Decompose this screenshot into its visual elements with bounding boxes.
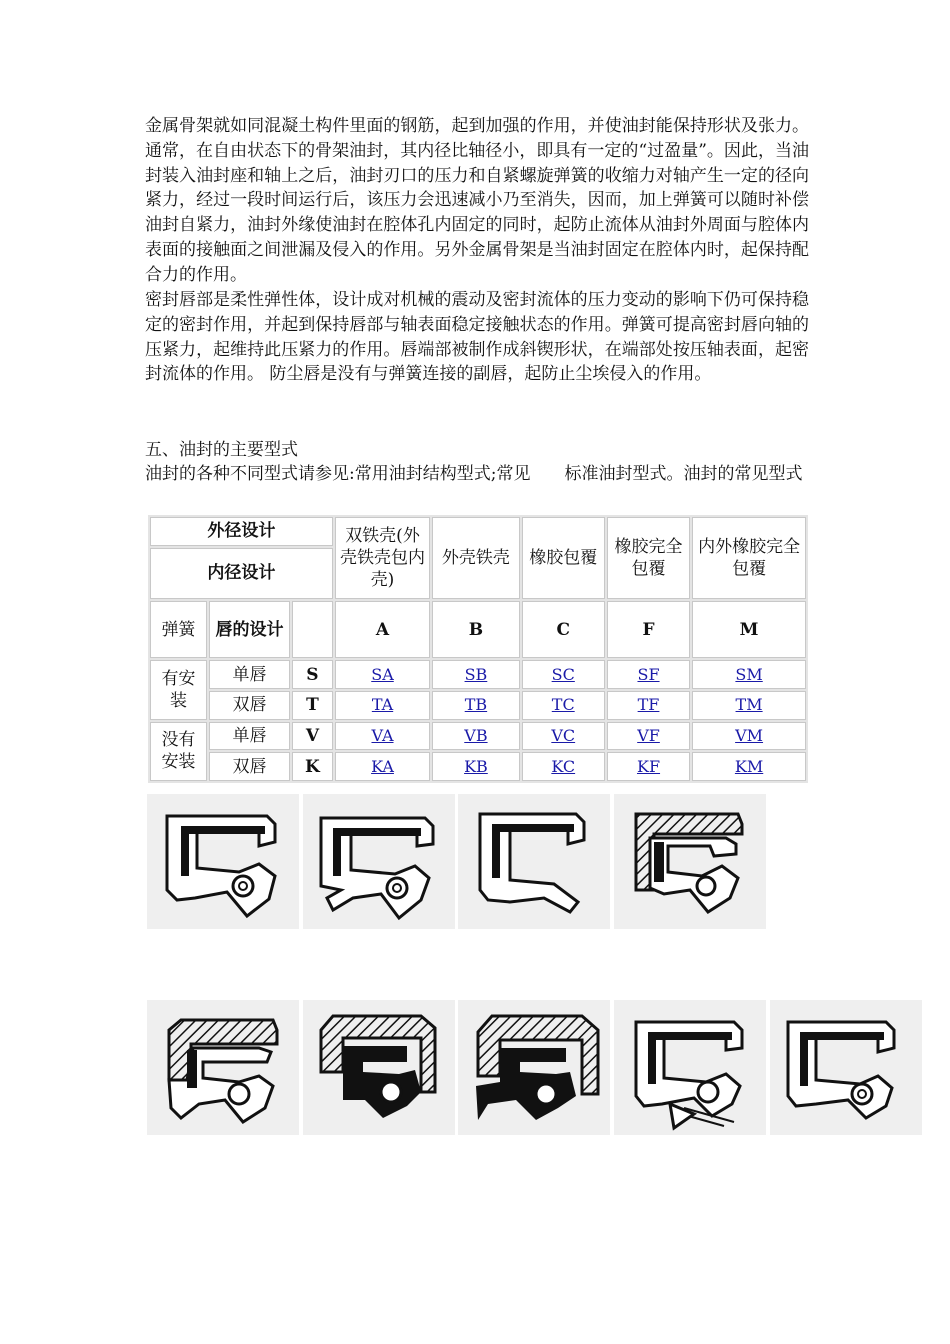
seal-code-link[interactable]: VA <box>371 725 394 745</box>
figure-6 <box>303 1000 455 1135</box>
seal-code-link[interactable]: TM <box>735 695 763 715</box>
seal-code-link[interactable]: SA <box>371 664 394 684</box>
paragraph-lip: 密封唇部是柔性弹性体，设计成对机械的震动及密封流体的压力变动的影响下仍可保持稳定的密封作用，并起到保持唇部与轴表面稳定接触状态的作用。弹簧可提高密封唇向轴的压紧力，起维持此压紧力的作用。唇端部被制作成斜锲形状，在端部处按压轴表面，起密封流体的作用。 防尘唇是没有与弹簧连接的副唇，起防止尘埃侵入的作用。 <box>145 290 809 385</box>
lip-design-header: 唇的设计 <box>209 601 290 658</box>
figure-5 <box>147 1000 299 1135</box>
figure-2 <box>303 794 455 929</box>
col-letter-c: C <box>522 601 605 658</box>
oil-seal-single-lip-spring-icon <box>147 794 299 929</box>
blank-header <box>292 601 333 658</box>
spring-header: 弹簧 <box>150 601 207 658</box>
seal-code-link[interactable]: KB <box>464 756 488 776</box>
figure-9 <box>770 1000 922 1135</box>
row-letter: T <box>292 691 333 720</box>
oil-seal-plain-icon <box>770 1000 922 1135</box>
oil-seal-dust-lip-icon <box>614 1000 766 1135</box>
seal-code-link[interactable]: SC <box>551 664 575 684</box>
row-letter: S <box>292 660 333 689</box>
lip-label: 双唇 <box>209 752 290 781</box>
lip-label: 单唇 <box>209 722 290 751</box>
seal-code-link[interactable]: TA <box>371 695 394 715</box>
section-intro: 油封的各种不同型式请参见:常用油封结构型式;常见 标准油封型式。油封的常见型式 <box>145 464 803 484</box>
seal-code-link[interactable]: TF <box>637 695 660 715</box>
row-letter: V <box>292 722 333 751</box>
seal-code-link[interactable]: VB <box>464 725 488 745</box>
col-letter-m: M <box>692 601 806 658</box>
oil-seal-black-rubber-icon <box>303 1000 455 1135</box>
col-header-c: 橡胶包覆 <box>522 517 605 599</box>
figure-8 <box>614 1000 766 1135</box>
seal-code-link[interactable]: KC <box>551 756 576 776</box>
outer-design-header: 外径设计 <box>150 517 333 546</box>
figure-7 <box>458 1000 610 1135</box>
paragraph-skeleton: 金属骨架就如同混凝土构件里面的钢筋，起到加强的作用，并使油封能保持形状及张力。通常，在自由状态下的骨架油封，其内径比轴径小，即具有一定的“过盈量”。因此，当油封装入油封座和轴上之后，油封刃口的压力和自紧螺旋弹簧的收缩力对轴产生一定的径向紧力，经过一段时间运行后，该压力会迅速减小乃至消失，因而，加上弹簧可以随时补偿油封自紧力，油封外缘使油封在腔体孔内固定的同时，起防止流体从油封外周面与腔体内表面的接触面之间泄漏及侵入的作用。另外金属骨架是当油封固定在腔体内时，起保持配合力的作用。 <box>145 116 809 285</box>
oil-seal-single-lip-no-spring-icon <box>458 794 610 929</box>
section-heading: 五、油封的主要型式 <box>145 440 298 460</box>
group-label-not-installed: 没有安装 <box>150 722 207 781</box>
lip-label: 双唇 <box>209 691 290 720</box>
seal-code-link[interactable]: TB <box>464 695 488 715</box>
figure-4 <box>614 794 766 929</box>
seal-code-link[interactable]: VM <box>735 725 764 745</box>
seal-code-link[interactable]: SM <box>735 664 763 684</box>
seal-figures <box>145 788 922 1136</box>
col-header-a: 双铁壳(外壳铁壳包内壳) <box>335 517 430 599</box>
oil-seal-full-rubber-icon <box>458 1000 610 1135</box>
seal-code-link[interactable]: KM <box>734 756 764 776</box>
seal-code-link[interactable]: SB <box>464 664 488 684</box>
oil-seal-hatched-case-icon <box>614 794 766 929</box>
seal-code-link[interactable]: TC <box>551 695 575 715</box>
col-letter-f: F <box>607 601 690 658</box>
figure-1 <box>147 794 299 929</box>
row-letter: K <box>292 752 333 781</box>
inner-design-header: 内径设计 <box>150 548 333 599</box>
seal-code-link[interactable]: VC <box>551 725 576 745</box>
seal-code-link[interactable]: KA <box>371 756 394 776</box>
group-label-installed: 有安装 <box>150 660 207 719</box>
figure-3 <box>458 794 610 929</box>
seal-code-link[interactable]: KF <box>636 756 661 776</box>
col-header-m: 内外橡胶完全包覆 <box>692 517 806 599</box>
seal-code-link[interactable]: VF <box>637 725 660 745</box>
oil-seal-hatched-double-lip-icon <box>147 1000 299 1135</box>
lip-label: 单唇 <box>209 660 290 689</box>
col-header-b: 外壳铁壳 <box>432 517 519 599</box>
seal-type-table <box>148 515 808 783</box>
seal-code-link[interactable]: SF <box>637 664 660 684</box>
col-letter-a: A <box>335 601 430 658</box>
oil-seal-double-lip-spring-icon <box>303 794 455 929</box>
col-header-f: 橡胶完全包覆 <box>607 517 690 599</box>
col-letter-b: B <box>432 601 519 658</box>
